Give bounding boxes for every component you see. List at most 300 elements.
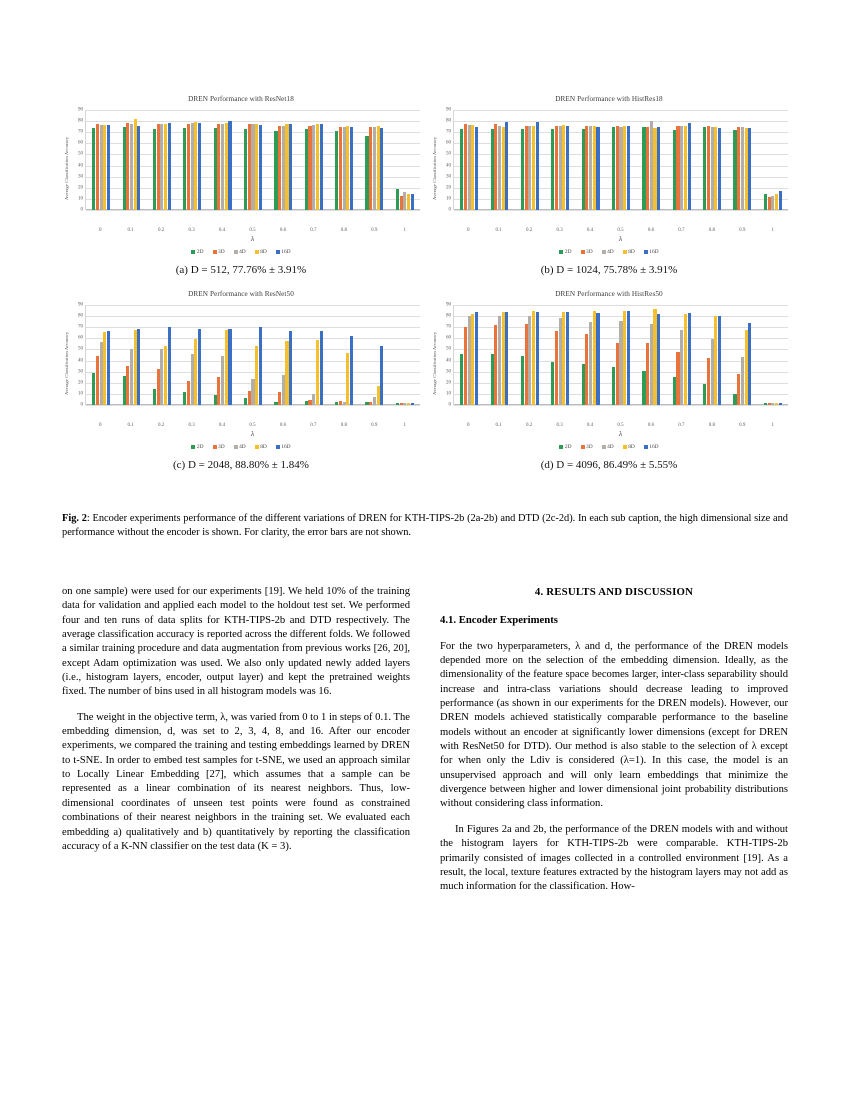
y-axis-tick: 20 (446, 380, 451, 386)
bar-16D (411, 194, 414, 210)
bar-2D (123, 127, 126, 210)
bar-8D (194, 339, 197, 405)
bar-8D (593, 311, 596, 405)
y-axis-tick: 60 (446, 140, 451, 146)
paragraph-right-2: In Figures 2a and 2b, the performance of the DREN models with and without the histogram layers for KTH-TIPS-2b were comparable. KTH-TIPS-2b primarily consisted of images collected in a controlled environment [19]. As a result, the local, texture features extracted by the histogram layers may not add as much information for the classification. How- (440, 823, 788, 893)
bar-8D (502, 127, 505, 210)
chart-b-xticks (453, 228, 788, 233)
bar-8D (134, 119, 137, 210)
legend-label: 4D (239, 444, 246, 450)
bar-16D (596, 127, 599, 210)
bar-group (116, 110, 146, 210)
bar-16D (168, 123, 171, 210)
legend-item-2D (559, 249, 571, 255)
chart-c-xticks (85, 423, 420, 428)
bar-2D (183, 392, 186, 405)
y-axis-tick: 50 (78, 346, 83, 352)
y-axis-tick: 20 (78, 185, 83, 191)
legend-item-4D (234, 249, 246, 255)
bar-3D (126, 366, 129, 405)
bar-8D (745, 128, 748, 210)
bar-2D (214, 128, 217, 210)
y-axis-tick: 30 (78, 174, 83, 180)
y-axis-tick: 60 (78, 335, 83, 341)
bar-16D (475, 312, 478, 405)
bar-2D (153, 389, 156, 405)
bar-16D (536, 312, 539, 405)
legend-item-4D (602, 249, 614, 255)
bar-group (515, 110, 545, 210)
paragraph-left-2: The weight in the objective term, λ, was varied from 0 to 1 in steps of 0.1. The embedding dimension, d, was set to 2, 3, 4, 8, and 16. After our encoder experiments, we compared the training and testing embeddings learned by DREN to t-SNE. In order to embed test samples for t-SNE, we used an approach similar to Locally Linear Embedding [27], which assumes that a sample can be represented as a linear combination of its nearest neighbors. Thus, low-dimensional coordinates of unseen test points were found as constrained combinations of their nearest neighbors in the training set. We evaluated each embedding a) qualitatively and b) quantitatively by reporting the classification accuracy of a K-NN classifier on the test data (K = 3). (62, 711, 410, 852)
bar-2D (274, 131, 277, 210)
bar-8D (714, 127, 717, 210)
bar-16D (320, 124, 323, 210)
legend-item-2D (559, 444, 571, 450)
bar-groups (454, 305, 788, 405)
figure-panel-d (430, 290, 788, 485)
bar-2D (183, 128, 186, 210)
bar-8D (653, 128, 656, 210)
legend-item-3D (213, 249, 225, 255)
bar-16D (350, 127, 353, 210)
bar-8D (134, 330, 137, 405)
bar-groups (454, 110, 788, 210)
bar-3D (464, 327, 467, 405)
paragraph-left-1: on one sample) were used for our experiments [19]. We held 10% of the training data for validation and applied each model to the holdout test set. We performed four and ten runs of data splits for KTH-TIPS-2b and DTD respectively. The average classification accuracy is reported across the different folds. We followed a similar training procedure and data augmentation from previous works [26, 20], except Adam optimization was used. We also only updated newly added layers (i.e., histogram layers, encoder, output layer) and kept the pretrained weights fixed. The number of bins used in all histogram models was 16. (62, 586, 410, 698)
bar-3D (339, 127, 342, 210)
x-axis-tick: 0.7 (678, 228, 685, 233)
y-axis-tick: 10 (446, 391, 451, 397)
bar-8D (471, 125, 474, 210)
chart-d-xlabel: λ (618, 429, 623, 438)
legend-label: 2D (564, 444, 572, 450)
bar-8D (377, 126, 380, 210)
x-axis-tick: 0.4 (218, 228, 226, 233)
bar-group (177, 110, 207, 210)
x-axis-tick: 0.5 (249, 228, 256, 233)
bar-8D (346, 353, 349, 405)
subcaption-a: (a) D = 512, 77.76% ± 3.91% (175, 264, 307, 276)
bar-group (177, 305, 207, 405)
x-axis-tick: 0.6 (279, 423, 287, 428)
bar-group (454, 110, 484, 210)
bar-2D (92, 373, 95, 405)
chart-b-title: DREN Performance with HistRes18 (555, 95, 663, 103)
bar-16D (380, 128, 383, 210)
x-axis-tick: 0.4 (586, 228, 594, 233)
bar-group (758, 305, 788, 405)
bar-2D (642, 127, 645, 210)
figure-panel-c (62, 290, 420, 485)
y-axis-tick: 60 (78, 140, 83, 146)
bar-16D (748, 128, 751, 210)
y-axis-tick: 30 (446, 174, 451, 180)
bar-2D (335, 402, 338, 405)
chart-d-title: DREN Performance with HistRes50 (555, 290, 663, 298)
subcaption-b: (b) D = 1024, 75.78% ± 3.91% (540, 264, 678, 276)
legend-item-8D (623, 249, 635, 255)
bar-4D (741, 357, 744, 405)
bar-2D (703, 127, 706, 210)
bar-4D (619, 321, 622, 405)
bar-4D (100, 342, 103, 405)
bar-3D (616, 126, 619, 210)
bar-3D (339, 401, 342, 405)
legend-label: 4D (239, 249, 246, 255)
bar-3D (187, 124, 190, 210)
chart-b-legend (430, 249, 788, 255)
bar-16D (688, 123, 691, 210)
bar-2D (153, 129, 156, 210)
legend-item-16D (644, 249, 659, 255)
bar-group (238, 110, 268, 210)
chart-d-yticks (439, 302, 453, 408)
body-column-left (62, 585, 410, 854)
bar-3D (308, 400, 311, 405)
bar-group (207, 110, 237, 210)
x-axis-tick: 0.7 (310, 423, 317, 428)
bar-2D (123, 376, 126, 405)
bar-4D (498, 316, 501, 405)
bar-2D (396, 189, 399, 210)
x-axis-tick: 0.9 (371, 228, 378, 233)
bar-group (667, 110, 697, 210)
bar-2D (703, 384, 706, 405)
chart-b-yticks (439, 107, 453, 213)
chart-c-xlabel: λ (250, 429, 255, 438)
bar-group (268, 110, 298, 210)
bar-4D (312, 394, 315, 405)
x-axis-tick: 0.1 (495, 423, 502, 428)
bar-4D (711, 127, 714, 210)
x-axis-tick: 0.3 (188, 228, 195, 233)
bar-3D (768, 403, 771, 405)
bar-group (238, 305, 268, 405)
bar-4D (771, 403, 774, 405)
x-axis-tick: 1 (403, 228, 406, 233)
x-axis-tick: 0.3 (556, 228, 563, 233)
legend-swatch-icon (191, 250, 195, 254)
bar-group (667, 305, 697, 405)
y-axis-tick: 40 (78, 163, 83, 169)
bar-2D (244, 398, 247, 405)
bar-3D (616, 343, 619, 405)
bar-8D (164, 346, 167, 405)
x-axis-tick: 0.3 (188, 423, 195, 428)
bar-8D (775, 194, 778, 210)
y-axis-tick: 10 (78, 391, 83, 397)
bar-4D (373, 397, 376, 405)
chart-a-plotarea (85, 110, 420, 210)
figure-row-bottom (62, 290, 788, 485)
bar-2D (673, 377, 676, 405)
chart-a (62, 95, 420, 255)
bar-2D (551, 362, 554, 405)
bar-2D (460, 129, 463, 210)
bar-group (758, 110, 788, 210)
bar-3D (585, 334, 588, 405)
bar-3D (525, 324, 528, 405)
bar-3D (126, 123, 129, 210)
bar-2D (764, 194, 767, 210)
legend-swatch-icon (602, 445, 606, 449)
legend-item-3D (581, 249, 593, 255)
bar-16D (380, 346, 383, 405)
chart-c (62, 290, 420, 450)
legend-item-16D (276, 444, 291, 450)
bar-2D (491, 129, 494, 210)
bar-8D (377, 386, 380, 405)
chart-c-legend (62, 444, 420, 450)
y-axis-tick: 0 (80, 402, 83, 408)
bar-8D (471, 314, 474, 405)
bar-4D (589, 322, 592, 405)
bar-4D (100, 125, 103, 210)
bar-16D (596, 313, 599, 405)
bar-2D (274, 402, 277, 405)
legend-item-4D (234, 444, 246, 450)
legend-item-8D (623, 444, 635, 450)
bar-4D (528, 316, 531, 405)
bar-16D (411, 403, 414, 405)
bar-8D (562, 312, 565, 405)
bar-group (454, 305, 484, 405)
bar-4D (343, 402, 346, 405)
y-axis-tick: 90 (446, 107, 451, 113)
bar-4D (343, 127, 346, 210)
y-axis-tick: 80 (78, 313, 83, 319)
bar-3D (157, 124, 160, 210)
x-axis-tick: 1 (771, 228, 774, 233)
legend-swatch-icon (623, 250, 627, 254)
bar-3D (96, 124, 99, 210)
y-axis-tick: 20 (446, 185, 451, 191)
bar-16D (350, 336, 353, 405)
bar-16D (228, 329, 231, 405)
bar-16D (137, 329, 140, 405)
x-axis-tick: 0.8 (708, 228, 715, 233)
bar-groups (86, 110, 420, 210)
bar-4D (312, 125, 315, 210)
gridline (86, 405, 420, 406)
x-axis-tick: 0.1 (495, 228, 502, 233)
bar-16D (107, 331, 110, 405)
bar-8D (225, 123, 228, 210)
legend-label: 8D (260, 249, 267, 255)
x-axis-tick: 0.6 (647, 228, 655, 233)
y-axis-tick: 0 (448, 402, 451, 408)
bar-group (545, 305, 575, 405)
bar-16D (657, 127, 660, 210)
y-axis-tick: 90 (78, 107, 83, 113)
x-axis-tick: 0.2 (158, 423, 165, 428)
legend-label: 16D (281, 249, 291, 255)
bar-3D (96, 356, 99, 405)
bar-4D (251, 124, 254, 210)
bar-3D (646, 127, 649, 210)
y-axis-tick: 70 (446, 324, 451, 330)
chart-c-title: DREN Performance with ResNet50 (188, 290, 294, 298)
bar-3D (555, 126, 558, 210)
bar-group (268, 305, 298, 405)
bar-2D (764, 403, 767, 405)
bar-8D (623, 126, 626, 210)
legend-item-3D (213, 444, 225, 450)
y-axis-tick: 0 (80, 207, 83, 213)
chart-c-yticks (71, 302, 85, 408)
paragraph-right-1: For the two hyperparameters, λ and d, the performance of the DREN models depended more on the selection of the embedding dimension. Ideally, as the dimensionality of the feature space becomes larger, inter-class separability should increase and intra-class variations should decrease leading to improved performance (as shown in our experiments for the DREN models). However, our DREN models achieved statistically comparable performance to the baseline models without an encoder at significantly lower dimensions (except for DREN with ResNet50 for DTD). Our method is also stable to the selection of λ except for when only the Ldiv is considered (λ=1). In this case, the model is an unsupervised approach and will only learn embeddings that minimize the divergence between higher and lower dimensional joint probability distributions without considering class information. (440, 640, 788, 810)
bar-3D (494, 325, 497, 405)
chart-a-title: DREN Performance with ResNet18 (188, 95, 294, 103)
bar-16D (505, 312, 508, 405)
bar-group (116, 305, 146, 405)
bar-16D (718, 316, 721, 405)
chart-c-plotarea (85, 305, 420, 405)
bar-group (606, 110, 636, 210)
bar-16D (198, 123, 201, 210)
gridline (86, 210, 420, 211)
bar-16D (320, 331, 323, 405)
bar-16D (718, 128, 721, 210)
bar-16D (566, 126, 569, 210)
bar-16D (259, 125, 262, 210)
bar-4D (589, 126, 592, 210)
y-axis-tick: 80 (446, 118, 451, 124)
legend-label: 8D (628, 444, 635, 450)
legend-label: 2D (196, 444, 204, 450)
x-axis-tick: 0.8 (708, 423, 715, 428)
legend-swatch-icon (581, 445, 585, 449)
bar-4D (559, 318, 562, 405)
legend-item-16D (644, 444, 659, 450)
bar-group (697, 110, 727, 210)
y-axis-tick: 10 (78, 196, 83, 202)
chart-b-xlabel: λ (618, 234, 623, 243)
bar-16D (657, 314, 660, 405)
bar-4D (160, 124, 163, 210)
bar-group (727, 305, 757, 405)
bar-3D (737, 127, 740, 210)
y-axis-tick: 70 (78, 129, 83, 135)
bar-group (359, 305, 389, 405)
bar-group (545, 110, 575, 210)
legend-label: 2D (196, 249, 204, 255)
bar-group (606, 305, 636, 405)
figure-2 (62, 95, 788, 485)
bar-8D (502, 312, 505, 405)
y-axis-tick: 60 (446, 335, 451, 341)
gridline (454, 405, 788, 406)
legend-swatch-icon (213, 250, 217, 254)
bar-4D (282, 126, 285, 210)
y-axis-tick: 10 (446, 196, 451, 202)
chart-b (430, 95, 788, 255)
bar-2D (582, 129, 585, 210)
x-axis-tick: 0.7 (310, 228, 317, 233)
bar-group (359, 110, 389, 210)
bar-16D (289, 124, 292, 210)
bar-4D (221, 124, 224, 210)
bar-8D (714, 316, 717, 405)
bar-group (329, 110, 359, 210)
bar-4D (650, 121, 653, 210)
legend-label: 16D (281, 444, 291, 450)
x-axis-tick: 0.9 (739, 423, 746, 428)
legend-swatch-icon (234, 250, 238, 254)
legend-swatch-icon (559, 445, 563, 449)
bar-4D (251, 379, 254, 405)
x-axis-tick: 0.5 (249, 423, 256, 428)
bar-3D (676, 352, 679, 405)
legend-swatch-icon (623, 445, 627, 449)
chart-c-plot (62, 302, 420, 421)
bar-2D (305, 129, 308, 210)
chart-a-xlabel: λ (250, 234, 255, 243)
bar-2D (335, 131, 338, 210)
subcaption-c: (c) D = 2048, 88.80% ± 1.84% (173, 459, 309, 471)
bar-3D (217, 377, 220, 405)
y-axis-tick: 30 (446, 369, 451, 375)
bar-4D (160, 349, 163, 405)
bar-2D (521, 129, 524, 210)
legend-item-3D (581, 444, 593, 450)
bar-3D (585, 126, 588, 210)
bar-group (727, 110, 757, 210)
legend-swatch-icon (644, 445, 648, 449)
legend-label: 8D (260, 444, 267, 450)
legend-label: 16D (649, 444, 659, 450)
bar-4D (680, 330, 683, 405)
bar-3D (157, 369, 160, 405)
figure-row-top (62, 95, 788, 290)
bar-group (515, 305, 545, 405)
chart-b-ylabel: Average Classification Accuracy (432, 136, 437, 200)
chart-d-xticks (453, 423, 788, 428)
x-axis-tick: 1 (771, 423, 774, 428)
bar-4D (650, 324, 653, 405)
bar-3D (768, 197, 771, 210)
figure-caption-label: Fig. 2 (62, 513, 87, 524)
legend-label: 3D (218, 249, 225, 255)
bar-4D (680, 126, 683, 210)
legend-item-4D (602, 444, 614, 450)
x-axis-tick: 0.1 (127, 228, 134, 233)
bar-3D (369, 402, 372, 405)
bar-2D (365, 136, 368, 210)
bar-2D (612, 367, 615, 405)
chart-d-legend (430, 444, 788, 450)
bar-4D (221, 356, 224, 405)
bar-2D (305, 401, 308, 405)
bar-group (329, 305, 359, 405)
bar-group (390, 110, 420, 210)
bar-3D (676, 126, 679, 210)
bar-8D (532, 311, 535, 405)
figure-panel-b (430, 95, 788, 290)
bar-2D (214, 395, 217, 405)
x-axis-tick: 0.3 (556, 423, 563, 428)
y-axis-tick: 40 (78, 358, 83, 364)
bar-16D (475, 127, 478, 210)
bar-8D (745, 330, 748, 405)
bar-group (575, 110, 605, 210)
x-axis-tick: 0.9 (371, 423, 378, 428)
bar-2D (396, 403, 399, 405)
legend-swatch-icon (234, 445, 238, 449)
bar-4D (191, 123, 194, 210)
bar-8D (684, 314, 687, 405)
x-axis-tick: 0.5 (617, 423, 624, 428)
